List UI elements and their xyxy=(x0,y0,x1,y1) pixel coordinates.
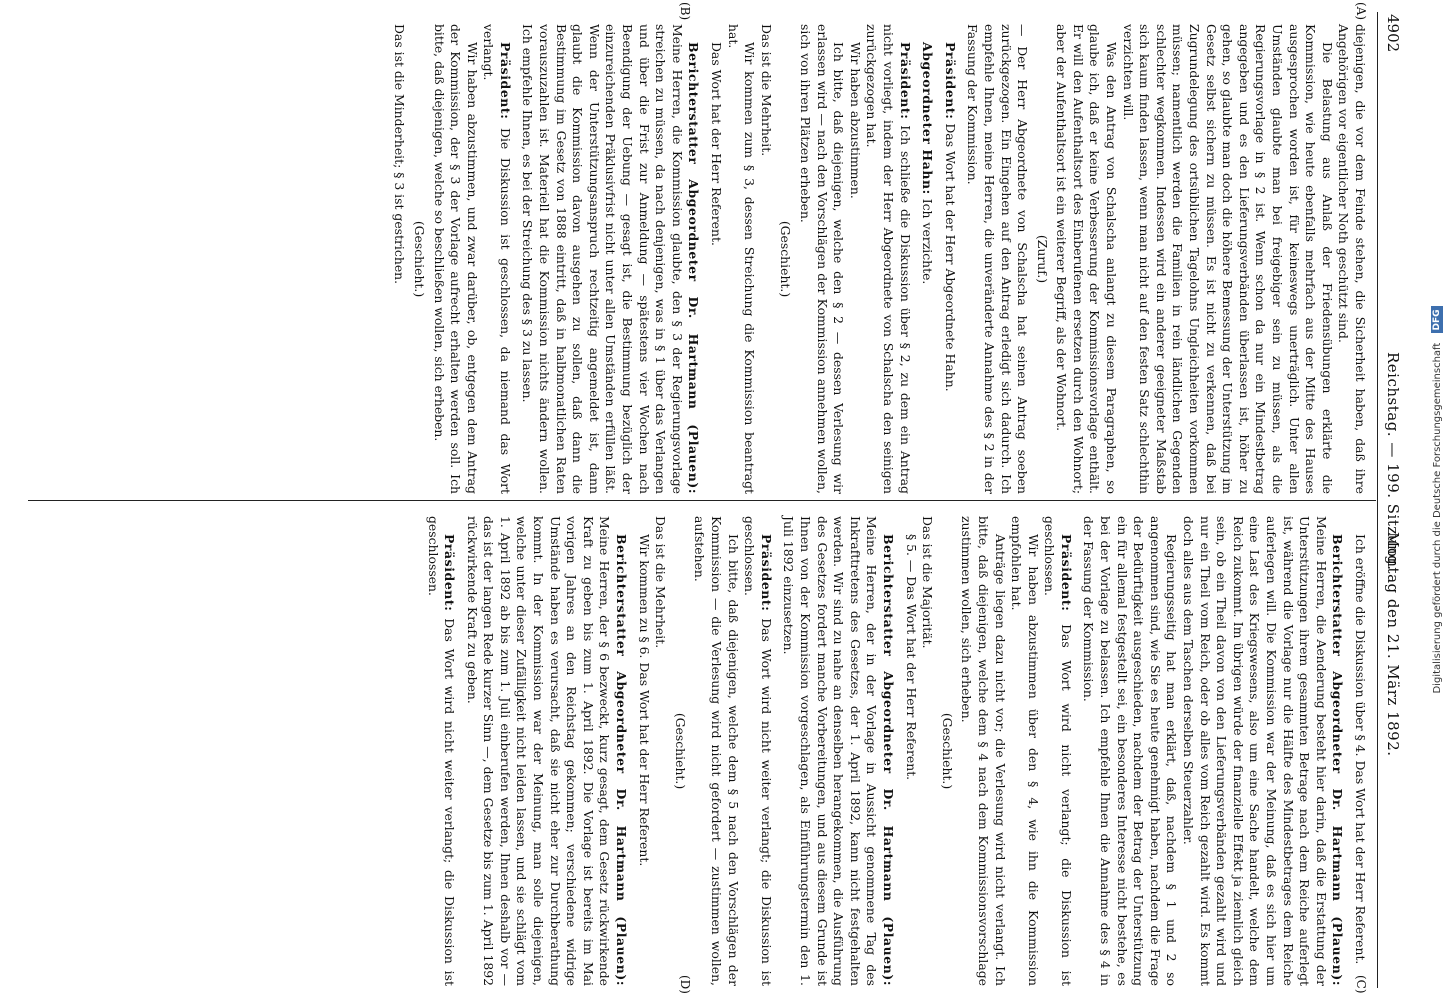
paragraph-text: Wir kommen zum § 3, dessen Streichung die Kommission beantragt hat. xyxy=(725,24,758,494)
paragraph xyxy=(724,24,757,494)
paragraph-text: (Geschieht.) xyxy=(672,712,688,790)
margin-marker-a: (A) xyxy=(1354,2,1368,21)
paragraph-text: Ich bitte, daß diejenigen, welche den § 2 — dessen Verlesung wir erlassen wird — nach den Vorschlägen der Kommission annehmen wollen, sich von ihren Plätzen erheben. xyxy=(798,24,847,494)
paragraph-text: diejenigen, die vor dem Feinde stehen, die Sicherheit haben, daß ihre Angehörigen vor eigentlicher Noth geschützt sind. xyxy=(1336,24,1368,494)
paragraph-text: Die Belastung aus Anlaß der Friedensübungen erklärte die Kommission, wie heute ebenfalls mehrfach aus der Mitte des Hauses ausgesprochen worden ist, für keineswegs unerträglich. Unter allen Umständen glaubte man bei freigebiger sein zu müssen, als die Regierungsvorlage in § 2 ist. Wenn schon da nur ein Mindestbetrag angegeben und es den Lieferungsverbänden überlassen ist, höher zu gehen, so glaubte man doch die höhere Bemessung der Unterstützung im Gesetz selbst sichern zu müssen. Es ist nicht zu verkennen, daß bei Zugrundelegung des ortsüblichen Tagelohns Ungleichheiten vorkommen müssen; namentlich werden die Familien in rein ländlichen Gegenden schlechter wegkommen. Indessen wird ein anderer geeigneter Maßstab sich kaum finden lassen, wenn man nicht auf den festen Satz schlechthin verzichten will. xyxy=(1120,24,1335,494)
paragraph xyxy=(958,516,1008,986)
margin-marker-c: (C) xyxy=(1354,975,1368,994)
paragraph xyxy=(919,24,936,494)
paragraph-text: Meine Herren, die Aenderung besteht hier darin, daß die Erstattung der Unterstützungen ihrem gesammten Betrage nach dem Reiche auferlegt ist, während die Vorlage nur die Hälfte des Mindestbetrages dem Reiche auferlegen will. Die Kommission war der Meinung, daß es sich hier um eine Last des Kriegswesens, also um eine Sache handelt, welche dem Reich zukommt. Im übrigen würde der finanzielle Effekt ja ziemlich gleich sein, ob ein Theil davon von den Lieferungsverbänden gezahlt wird und nur ein Theil vom Reich, oder ob alles vom Reich gezahlt wird. Es kommt doch alles aus dem Taschen derselben Steuerzahler. xyxy=(1181,516,1329,986)
paragraph xyxy=(846,24,863,494)
paragraph-text: Meine Herren, der in der Vorlage in Aussicht genommene Tag des Inkrafttretens des Gesetzes, der 1. April 1892, kann nicht festgehalten werden. Wir sind zu nahe an denselben herangekommen, die Ausführung des Gesetzes fordert manche Vorbereitungen, und aus diesem Grunde ist Ihnen von der Kommission vorgeschlagen, als Einführungstermin den 1. Juli 1892 einzusetzen. xyxy=(781,516,880,986)
paragraph xyxy=(1008,516,1041,986)
paragraph-text: Ich verzichte. xyxy=(920,198,936,285)
dfg-logo: DFG xyxy=(1431,306,1443,333)
paragraph xyxy=(652,516,669,986)
paragraph xyxy=(919,516,936,986)
paragraph xyxy=(941,24,958,494)
paragraph xyxy=(671,516,688,986)
paragraph xyxy=(463,516,629,986)
paragraph xyxy=(741,516,774,986)
paragraph-text: (Geschieht.) xyxy=(778,220,794,298)
paragraph-text: Das Wort wird nicht weiter verlangt; die Diskussion ist geschlossen. xyxy=(425,516,458,986)
paragraph xyxy=(1119,24,1335,494)
paragraph-text: Ich bitte, daß diejenigen, welche dem § 5 nach den Vorschlägen der Kommission — die Verlesung wird nicht gefordert — zustimmen wollen, aufstehen. xyxy=(692,516,741,986)
paragraph-text: Das Wort wird nicht verlangt; die Diskussion ist geschlossen. xyxy=(1042,516,1074,986)
paragraph xyxy=(430,24,480,494)
paragraph-text: (Geschieht.) xyxy=(939,712,955,790)
page-header xyxy=(1377,12,1404,988)
page-number: 4902 xyxy=(1384,14,1402,53)
paragraph xyxy=(1179,516,1345,986)
paragraph xyxy=(757,24,774,494)
paragraph-text: Regierungsseitig hat man erklärt, daß, nachdem § 1 und 2 so angenommen sind, wie Sie es heute genehmigt haben, nachdem die Frage der Bedürftigkeit ausgeschieden, nachdem der Betrag der Unterstützung ein für allemal festgestellt sei, ein besonderes Interesse nicht bestehe, es bei der Vorlage zu belassen. Ich empfehle Ihnen die Annahme des § 4 in der Fassung der Kommission. xyxy=(1081,516,1180,986)
paragraph xyxy=(1041,516,1074,986)
paragraph xyxy=(1053,24,1119,494)
paragraph-text: — Der Herr Abgeordnete von Schalscha hat seinen Antrag soeben zurückgezogen. Ein Eingehen auf den Antrag erledigt sich dadurch. Ich empfehle Ihnen, meine Herren, die unveränderte Annahme des § 2 in der Fassung der Kommission. xyxy=(965,24,1031,494)
paragraph xyxy=(1335,24,1368,494)
dfg-footer-note xyxy=(1428,0,1448,1000)
paragraph xyxy=(519,24,702,494)
paragraph-text: Wir haben abzustimmen, und zwar darüber, ob, entgegen dem Antrag der Kommission, der § 3 der Vorlage aufrecht erhalten werden soll. Ich bitte, daß diejenigen, welche so beschließen wollen, sich erheben. xyxy=(431,24,480,494)
paragraph xyxy=(1033,24,1050,494)
paragraph-text: § 5. — Das Wort hat der Herr Referent. xyxy=(903,534,919,781)
dfg-note-text: Digitalisierung gefördert durch die Deutsche Forschungsgemeinschaft xyxy=(1432,342,1443,694)
paragraph-text: Das ist die Mehrheit. xyxy=(653,516,669,649)
paragraph-text: Das ist die Majorität. xyxy=(920,516,936,649)
paragraph-text: Meine Herren, die Kommission glaubte, den § 3 der Regierungsvorlage streichen zu müssen, da nach denjenigen, was in § 1 über das Verlangen und über die Frist zur Anmeldung — spätestens vier Wochen nach Beendigung der Uebung — gesagt ist, die Bestimmung bezüglich der einzureichenden Präklusivfrist nicht unter allen Umständen erfüllen läßt. Wenn der Unterstützungsanspruch rechtzeitig angemeldet ist, dann glaubt die Kommission davon ausgehen zu sollen, daß dann die Bestimmung im Gesetz von 1888 eintritt, daß in halbmonatlichen Raten vorauszuzahlen ist. Materiell hat die Kommission nichts ändern wollen. Ich empfehle Ihnen, es bei der Streichung des § 3 zu lassen. xyxy=(520,24,685,494)
paragraph xyxy=(938,516,955,986)
paragraph-text: Das Wort hat der Herr Referent. xyxy=(709,42,725,246)
paragraph xyxy=(777,24,794,494)
paragraph-text: Ich eröffne die Diskussion über § 4. Das Wort hat der Herr Referent. xyxy=(1353,534,1368,965)
right-running-head: Montag den 21. März 1892. xyxy=(1384,532,1402,757)
speaker-name: Berichterstatter Abgeordneter Dr. Hartmann (Plauen): xyxy=(686,42,702,494)
paragraph xyxy=(1351,516,1368,986)
paragraph xyxy=(796,24,846,494)
paragraph xyxy=(863,24,913,494)
paragraph-text: Das ist die Minderheit; § 3 ist gestrichen. xyxy=(392,24,408,285)
paragraph xyxy=(410,24,427,494)
speaker-name: Präsident: xyxy=(942,42,958,120)
paragraph-text: Die Diskussion ist geschlossen, da niemand das Wort verlangt. xyxy=(481,24,513,494)
paragraph-text: (Zuruf.) xyxy=(1034,234,1050,284)
paragraph-text: Meine Herren, der § 6 bezweckt, kurz gesagt, dem Gesetz rückwirkende Kraft zu geben bis zum 1. April 1892. Die Vorlage ist bereits im Mai vorigen Jahres an den Reichstag gekommen; verschiedene widrige Umstände haben es verursacht, daß sie nicht eher zur Durchberathung kommt. In der Kommission war der Meinung, man solle diejenigen, welche unter dieser Zufälligkeit nicht leiden lassen, und sie schlägt vom 1. April 1892 ab bis zum 1. Juli einberufen werden, Ihnen deshalb vor — das ist der langen Rede kurzer Sinn —, dem Gesetze bis zum 1. April 1892 rückwirkende Kraft zu geben. xyxy=(464,516,613,986)
speaker-name: Berichterstatter Abgeordneter Dr. Hartmann (Plauen): xyxy=(880,534,896,986)
paragraph-text: Ich schließe die Diskussion über § 2, zu dem ein Antrag nicht vorliegt, indem der Herr Abgeordnete von Schalscha den seinigen zurückgezogen hat. xyxy=(864,24,913,494)
paragraph-text: (Geschieht.) xyxy=(411,220,427,298)
paragraph xyxy=(780,516,896,986)
speaker-name: Präsident: xyxy=(497,42,513,120)
left-column xyxy=(28,24,1368,494)
speaker-name: Präsident: xyxy=(442,534,458,612)
paragraph-text: Anträge liegen dazu nicht vor; die Verlesung wird nicht verlangt. Ich bitte, daß diejenigen, welche dem § 4 nach dem Kommissionsvorschlage zustimmen wollen, sich erheben. xyxy=(959,516,1008,986)
speaker-name: Präsident: xyxy=(1058,534,1074,612)
paragraph xyxy=(964,24,1030,494)
paragraph-text: Wir haben abzustimmen. xyxy=(847,42,863,199)
paragraph-text: Wir kommen zu § 6. Das Wort hat der Herr Referent. xyxy=(636,534,652,867)
paragraph xyxy=(1080,516,1180,986)
paragraph-text: Das ist die Mehrheit. xyxy=(758,24,774,157)
column-divider xyxy=(28,500,1376,501)
paragraph xyxy=(635,516,652,986)
speaker-name: Berichterstatter Abgeordneter Dr. Hartmann (Plauen): xyxy=(614,534,630,986)
paragraph-text: Das Wort wird nicht weiter verlangt; die Diskussion ist geschlossen. xyxy=(742,516,774,986)
paragraph xyxy=(902,516,919,986)
paragraph-text: Das Wort hat der Herr Abgeordnete Hahn. xyxy=(942,123,958,392)
paragraph xyxy=(691,516,741,986)
paragraph xyxy=(424,516,457,986)
paragraph xyxy=(480,24,513,494)
margin-marker-b: (B) xyxy=(678,2,692,21)
paragraph-text: Was den Antrag von Schalscha anlangt zu diesem Paragraphen, so glaube ich, daß er keine Verbesserung der Kommissionsvorlage enthält. Er will den Aufenthaltsort des Einberufenen ersetzen durch den Wohnort; aber der Aufenthaltsort ist ein weiterer Begriff, als der Wohnort. xyxy=(1054,24,1120,494)
speaker-name: Abgeordneter Hahn: xyxy=(920,42,936,195)
speaker-name: Berichterstatter Abgeordneter Dr. Hartmann (Plauen): xyxy=(1330,534,1346,986)
paragraph-text: Wir haben abzustimmen über den § 4, wie ihn die Kommission empfohlen hat. xyxy=(1009,516,1041,986)
right-column xyxy=(28,516,1368,986)
speaker-name: Präsident: xyxy=(758,534,774,612)
dfg-sidebar xyxy=(1412,0,1443,1000)
speaker-name: Präsident: xyxy=(897,42,913,120)
margin-marker-d: (D) xyxy=(678,975,692,994)
paragraph xyxy=(391,24,408,494)
document-page xyxy=(12,0,1412,1000)
paragraph xyxy=(707,24,724,494)
left-running-head: Reichstag. — 199. Sitzung. xyxy=(1384,352,1402,571)
